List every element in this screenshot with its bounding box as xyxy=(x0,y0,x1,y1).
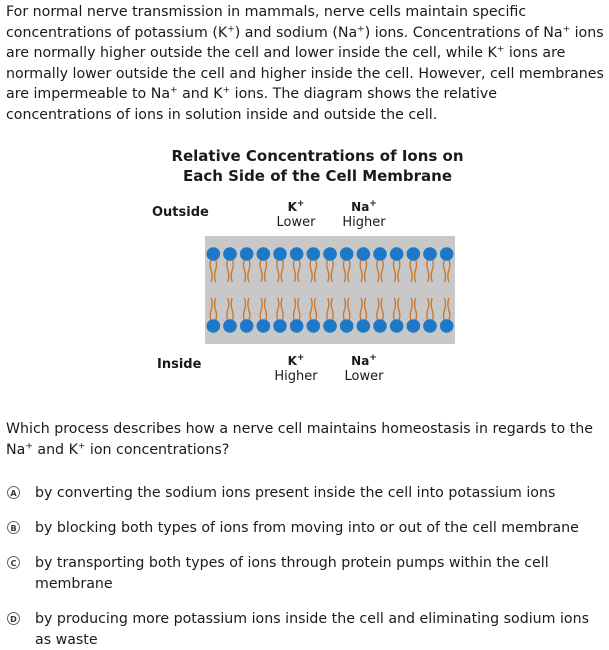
lipid-head xyxy=(357,319,371,333)
lipid-head xyxy=(207,247,221,261)
inside-label: Inside xyxy=(157,357,202,372)
choice-d-text: by producing more potassium ions inside the cell and eliminating sodium ions as waste xyxy=(35,611,589,648)
lipid-head xyxy=(423,247,437,261)
choice-a-radio[interactable]: A xyxy=(7,486,20,499)
lipid-head xyxy=(390,319,404,333)
lipid-head xyxy=(390,247,404,261)
lipid-head xyxy=(240,247,254,261)
k-ion-symbol: K+ xyxy=(287,199,305,214)
cell-membrane-diagram xyxy=(205,236,455,344)
lipid-head xyxy=(373,319,387,333)
na-ion-symbol: Na+ xyxy=(351,353,377,368)
na-ion-symbol: Na+ xyxy=(351,199,377,214)
lipid-head xyxy=(323,319,337,333)
inside-na-level: Lower xyxy=(344,369,384,384)
lipid-head xyxy=(223,319,237,333)
choice-a-text: by converting the sodium ions present inside the cell into potassium ions xyxy=(35,485,556,501)
lipid-head xyxy=(257,247,271,261)
choice-b-text: by blocking both types of ions from moving into or out of the cell membrane xyxy=(35,520,579,536)
diagram-title-line1: Relative Concentrations of Ions on xyxy=(171,147,464,165)
question-text: Which process describes how a nerve cell maintains homeostasis in regards to the Na+ and K+ ion concentrations? xyxy=(6,421,593,458)
lipid-head xyxy=(407,247,421,261)
inside-na-concentration xyxy=(324,353,404,385)
lipid-head xyxy=(290,319,304,333)
inside-k-level: Higher xyxy=(274,369,318,384)
lipid-head xyxy=(207,319,221,333)
choice-b-radio[interactable]: B xyxy=(7,521,20,534)
lipid-head xyxy=(307,319,321,333)
lipid-head xyxy=(407,319,421,333)
lipid-head xyxy=(307,247,321,261)
lipid-head xyxy=(440,319,454,333)
outside-na-concentration xyxy=(324,199,404,231)
lipid-head xyxy=(323,247,337,261)
passage-text: For normal nerve transmission in mammals, nerve cells maintain specific concentrations of potassium (K+) and sodium (Na+) ions. Concentrations of Na+ ions are normally higher outside the cell and lower inside the cell, while K+ ions are normally lower outside the cell and higher inside the cell. However, cell membranes are impermeable to Na+ and K+ ions. The diagram shows the relative concentrations of ions in solution inside and outside the cell. xyxy=(6,4,604,123)
lipid-head xyxy=(423,319,437,333)
choice-c-radio[interactable]: C xyxy=(7,556,20,569)
lipid-head xyxy=(273,247,287,261)
lipid-head xyxy=(373,247,387,261)
lipid-head xyxy=(340,319,354,333)
diagram-title-line2: Each Side of the Cell Membrane xyxy=(182,166,453,185)
lipid-head xyxy=(340,247,354,261)
outside-na-level: Higher xyxy=(342,215,386,230)
lipid-head xyxy=(440,247,454,261)
choice-d-radio[interactable]: D xyxy=(7,612,20,625)
lipid-head xyxy=(257,319,271,333)
choice-c-text: by transporting both types of ions through protein pumps within the cell membrane xyxy=(35,555,549,592)
lipid-head xyxy=(223,247,237,261)
k-ion-symbol: K+ xyxy=(287,353,305,368)
lipid-head xyxy=(240,319,254,333)
lipid-head xyxy=(273,319,287,333)
lipid-head xyxy=(357,247,371,261)
outside-label: Outside xyxy=(152,205,209,220)
lipid-head xyxy=(290,247,304,261)
diagram-title xyxy=(140,147,495,186)
outside-k-level: Lower xyxy=(276,215,316,230)
